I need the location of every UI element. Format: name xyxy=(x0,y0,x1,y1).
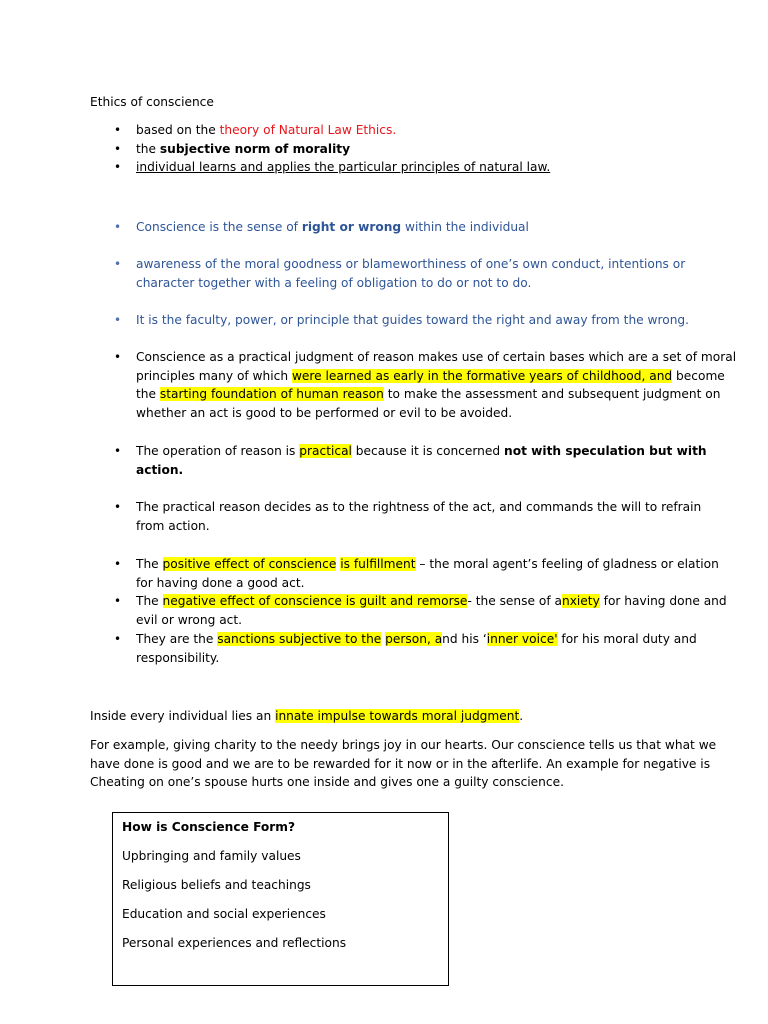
highlighted-text: were learned as early in the formative years of childhood, and xyxy=(291,368,673,383)
blue-list-3 xyxy=(114,311,690,330)
bullet-icon: • xyxy=(114,257,122,271)
box-title: How is Conscience Form? xyxy=(122,820,296,834)
bullet-icon: • xyxy=(114,313,122,327)
inside-paragraph: Inside every individual lies an innate impulse towards moral judgment. xyxy=(90,709,524,723)
bullet-icon: • xyxy=(114,594,122,609)
bullet-icon: • xyxy=(114,123,122,137)
highlighted-text: nxiety xyxy=(561,594,600,609)
list-item: • The negative effect of conscience is guilt and remorse- the sense of anxiety for having done and evil or wrong act. xyxy=(114,594,727,628)
rightness-list xyxy=(114,498,702,535)
practical-judgment-list xyxy=(114,348,737,423)
example-paragraph: For example, giving charity to the needy brings joy in our hearts. Our conscience tells us that what we have done is good and we are to be rewarded for it now or in the afterlife. An example for negative is Cheating on one’s spouse hurts one inside and gives one a guilty conscience. xyxy=(90,738,717,790)
effects-list xyxy=(114,555,727,667)
bullet-icon: • xyxy=(114,557,122,571)
bullet-icon: • xyxy=(114,160,122,175)
underlined-text: individual learns and applies the particular principles of natural law. xyxy=(136,160,551,175)
bullet-icon: • xyxy=(114,220,122,234)
highlighted-text: starting foundation of human reason xyxy=(159,387,384,402)
box-item: Education and social experiences xyxy=(122,907,326,921)
list-item: • The practical reason decides as to the rightness of the act, and commands the will to refrain from action. xyxy=(114,500,702,533)
list-item: • Conscience is the sense of right or wrong within the individual xyxy=(136,218,529,237)
conscience-formation-box xyxy=(112,812,449,986)
highlighted-text: innate impulse towards moral judgment xyxy=(275,709,520,723)
natural-law-list xyxy=(114,121,551,177)
blue-list-2 xyxy=(114,255,686,292)
highlighted-text: practical xyxy=(299,444,352,458)
highlighted-text: inner voice' xyxy=(486,631,558,646)
list-item: • They are the sanctions subjective to the person, and his ‘inner voice' for his moral duty and responsibility. xyxy=(114,631,697,665)
highlighted-text: is fulfillment xyxy=(340,557,416,571)
list-item: • The operation of reason is practical because it is concerned not with speculation but with action. xyxy=(114,444,707,477)
highlighted-text: sanctions subjective to the xyxy=(217,631,382,646)
highlighted-text: negative effect of conscience is guilt and remorse xyxy=(162,594,468,609)
list-item: • the subjective norm of morality xyxy=(136,140,550,159)
list-item: • based on the theory of Natural Law Ethics. xyxy=(136,121,550,140)
bullet-icon: • xyxy=(114,500,122,514)
bullet-icon: • xyxy=(114,444,122,458)
list-item xyxy=(114,158,551,177)
bullet-icon: • xyxy=(114,141,122,156)
list-item: • awareness of the moral goodness or blameworthiness of one’s own conduct, intentions or character together with a feeling of obligation to do or not to do. xyxy=(114,257,686,290)
bullet-icon: • xyxy=(114,350,122,364)
red-text: theory of Natural Law Ethics. xyxy=(219,123,397,137)
highlighted-text: positive effect of conscience xyxy=(162,557,337,571)
page-heading: Ethics of conscience xyxy=(90,95,214,109)
box-item: Upbringing and family values xyxy=(122,849,301,863)
list-item: • It is the faculty, power, or principle that guides toward the right and away from the wrong. xyxy=(136,311,689,330)
box-item: Personal experiences and reflections xyxy=(122,936,347,950)
list-item: • Conscience as a practical judgment of reason makes use of certain bases which are a set of moral principles many of which were learned as early in the formative years of childhood, and become the starting foundation of human reason to make the assessment and subsequent judgment on whether an act is good to be performed or evil to be avoided. xyxy=(114,350,737,421)
bullet-icon: • xyxy=(114,631,122,646)
highlighted-text: person, a xyxy=(385,631,443,646)
blue-list-1 xyxy=(114,218,529,237)
box-item: Religious beliefs and teachings xyxy=(122,878,311,892)
list-item: • The positive effect of conscience is fulfillment – the moral agent’s feeling of gladness or elation for having done a good act. xyxy=(114,557,719,590)
operation-list xyxy=(114,442,707,479)
